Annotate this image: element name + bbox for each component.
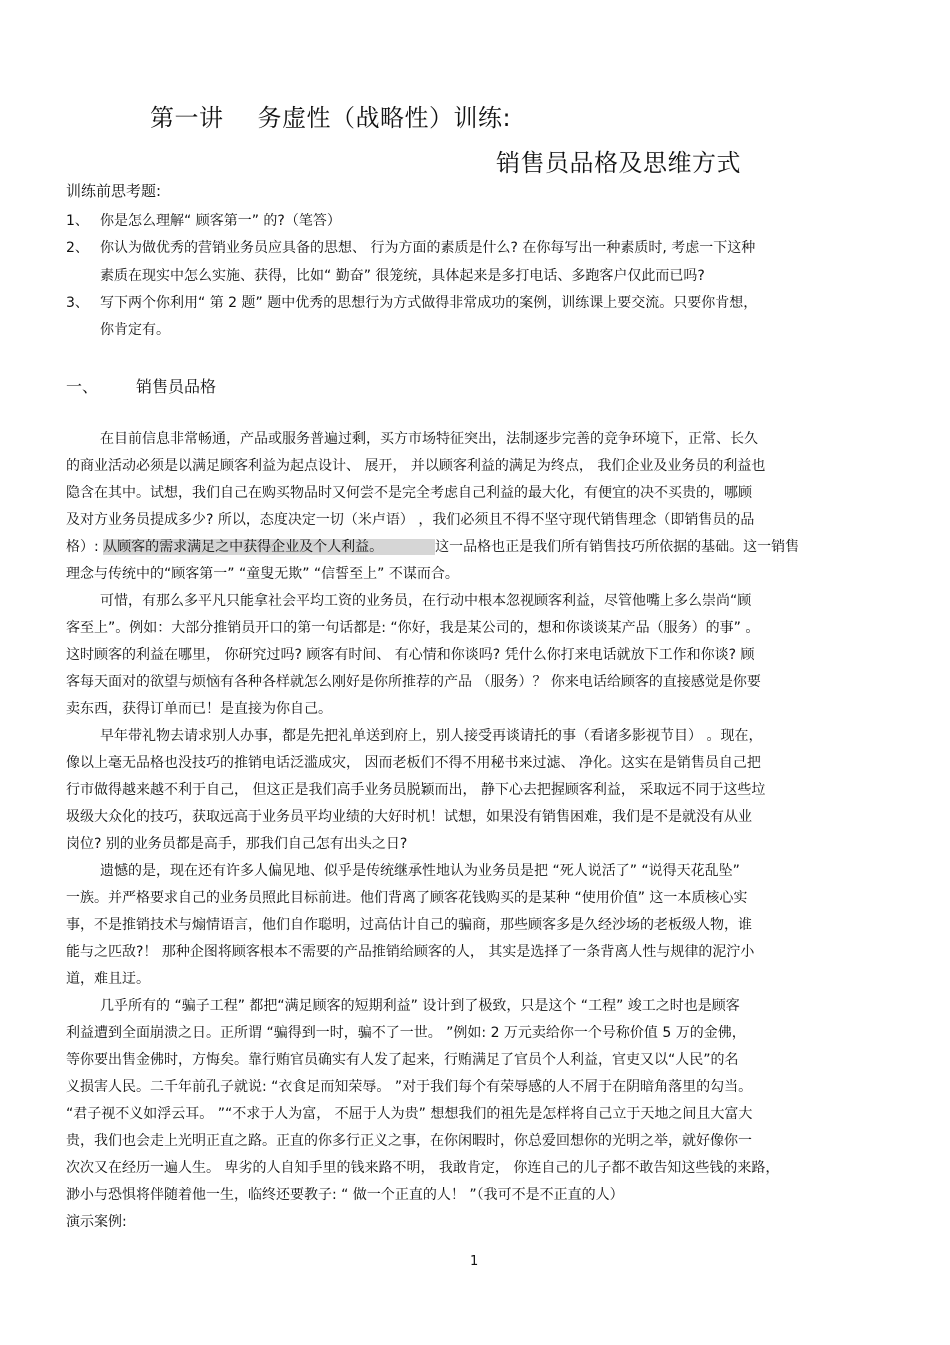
highlighted-phrase: 从顾客的需求满足之中获得企业及个人利益。	[103, 539, 435, 555]
body-line: 遗憾的是，现在还有许多人偏见地、似乎是传统继承性地认为业务员是把 “死人说活了” “说得天花乱坠”	[100, 863, 740, 879]
body-line: 几乎所有的 “骗子工程” 都把“满足顾客的短期利益” 设计到了极致，只是这个 “工程” 竣工之时也是顾客	[100, 998, 740, 1014]
body-line: 利益遭到全面崩溃之日。正所谓 “骗得到一时，骗不了一世。 ”例如: 2 万元卖给你一个号称价值 5 万的金佛，	[66, 1025, 746, 1041]
body-line: 客至上”。例如：大部分推销员开口的第一句话都是: “你好，我是某公司的，想和你谈谈某产品（服务）的事” 。	[66, 620, 760, 636]
body-line: 等你要出售金佛时，方悔矣。靠行贿官员确实有人发了起来，行贿满足了官员个人利益，官吏又以“人民”的名	[66, 1052, 739, 1068]
body-line: 像以上毫无品格也没技巧的推销电话泛滥成灾， 因而老板们不得不用秘书来过滤、 净化。这实在是销售员自己把	[66, 755, 761, 771]
body-line	[66, 537, 799, 557]
lecture-title	[150, 98, 511, 133]
question-2-number: 2、	[66, 240, 89, 256]
body-text: 这一品格也正是我们所有销售技巧所依据的基础。这一销售	[435, 539, 800, 555]
page-number: 1	[470, 1254, 479, 1269]
body-line: 这时顾客的利益在哪里， 你研究过吗? 顾客有时间、 有心情和你谈吗? 凭什么你打来电话就放下工作和你谈? 顾	[66, 647, 755, 663]
question-1-number: 1、	[66, 213, 89, 229]
question-2-line-1: 你认为做优秀的营销业务员应具备的思想、 行为方面的素质是什么? 在你每写出一种素质时, 考虑一下这种	[100, 240, 756, 256]
prethink-heading: 训练前思考题:	[66, 182, 162, 200]
body-line: 岗位? 别的业务员都是高手，那我们自己怎有出头之日?	[66, 836, 408, 852]
body-line: 隐含在其中。试想，我们自己在购买物品时又何尝不是完全考虑自己利益的最大化，有便宜的决不买贵的，哪顾	[66, 485, 752, 501]
body-line: 次次又在经历一遍人生。 卑劣的人自知手里的钱来路不明， 我敢肯定， 你连自己的儿子都不敢告知这些钱的来路，	[66, 1160, 780, 1176]
case-heading: 演示案例:	[66, 1214, 127, 1230]
body-line: 在目前信息非常畅通，产品或服务普遍过剩，买方市场特征突出，法制逐步完善的竞争环境下，正常、长久	[100, 431, 758, 447]
body-line: 行市做得越来越不利于自己， 但这正是我们高手业务员脱颖而出， 静下心去把握顾客利益， 采取远不同于这些垃	[66, 782, 766, 798]
lecture-subtitle: 销售员品格及思维方式	[496, 149, 741, 177]
body-line: 卖东西，获得订单而已！是直接为你自己。	[66, 701, 332, 717]
body-text: 格）:	[66, 539, 104, 555]
section-number: 一、	[66, 377, 99, 396]
body-line: 渺小与恐惧将伴随着他一生，临终还要教子: “ 做一个正直的人！ ”（我可不是不正直的人）	[66, 1187, 624, 1203]
body-line: 贵，我们也会走上光明正直之路。正直的你多行正义之事，在你闲暇时，你总爱回想你的光明之举，就好像你一	[66, 1133, 752, 1149]
body-line: 义损害人民。二千年前孔子就说: “衣食足而知荣辱。 ”对于我们每个有荣辱感的人不屑于在阴暗角落里的勾当。	[66, 1079, 753, 1095]
lecture-number: 第一讲	[150, 104, 224, 132]
section-title: 销售员品格	[136, 377, 217, 396]
lecture-topic: 务虚性（战略性）训练:	[257, 104, 512, 132]
question-3-line-2: 你肯定有。	[100, 322, 170, 338]
question-3-line-1: 写下两个你利用“ 第 2 题” 题中优秀的思想行为方式做得非常成功的案例，训练课上要交流。只要你肯想，	[100, 295, 758, 311]
body-line: 早年带礼物去请求别人办事，都是先把礼单送到府上，别人接受再谈请托的事（看诸多影视节目） 。现在，	[100, 728, 763, 744]
body-line: 可惜，有那么多平凡只能拿社会平均工资的业务员，在行动中根本忽视顾客利益，尽管他嘴上多么崇尚“顾	[100, 593, 752, 609]
question-1-text: 你是怎么理解“ 顾客第一” 的?（笔答）	[100, 213, 341, 229]
body-line: 的商业活动必须是以满足顾客利益为起点设计、 展开， 并以顾客利益的满足为终点， 我们企业及业务员的利益也	[66, 458, 766, 474]
body-line: 客每天面对的欲望与烦恼有各种各样就怎么刚好是你所推荐的产品 （服务）？ 你来电话给顾客的直接感觉是你要	[66, 674, 761, 690]
body-line: 事，不是推销技术与煽情语言，他们自作聪明，过高估计自己的骗商，那些顾客多是久经沙场的老板级人物，谁	[66, 917, 752, 933]
question-3-number: 3、	[66, 295, 89, 311]
body-line: 能与之匹敌?！ 那种企图将顾客根本不需要的产品推销给顾客的人， 其实是选择了一条背离人性与规律的泥泞小	[66, 944, 755, 960]
body-line: 及对方业务员提成多少? 所以，态度决定一切（米卢语） ，我们必须且不得不坚守现代销售理念（即销售员的品	[66, 512, 755, 528]
body-line: 圾级大众化的技巧，获取远高于业务员平均业绩的大好时机！试想，如果没有销售困难，我们是不是就没有从业	[66, 809, 752, 825]
body-line: “君子视不义如浮云耳。 ”“不求于人为富， 不屈于人为贵” 想想我们的祖先是怎样将自己立于天地之间且大富大	[66, 1106, 753, 1122]
body-line: 一族。并严格要求自己的业务员照此目标前进。他们背离了顾客花钱购买的是某种 “使用价值” 这一本质核心实	[66, 890, 748, 906]
body-line: 道，难且迂。	[66, 971, 150, 987]
question-2-line-2: 素质在现实中怎么实施、获得，比如“ 勤奋” 很笼统，具体起来是多打电话、多跑客户仅此而已吗?	[100, 268, 705, 284]
body-line: 理念与传统中的“顾客第一” “童叟无欺” “信誓至上” 不谋而合。	[66, 566, 459, 582]
